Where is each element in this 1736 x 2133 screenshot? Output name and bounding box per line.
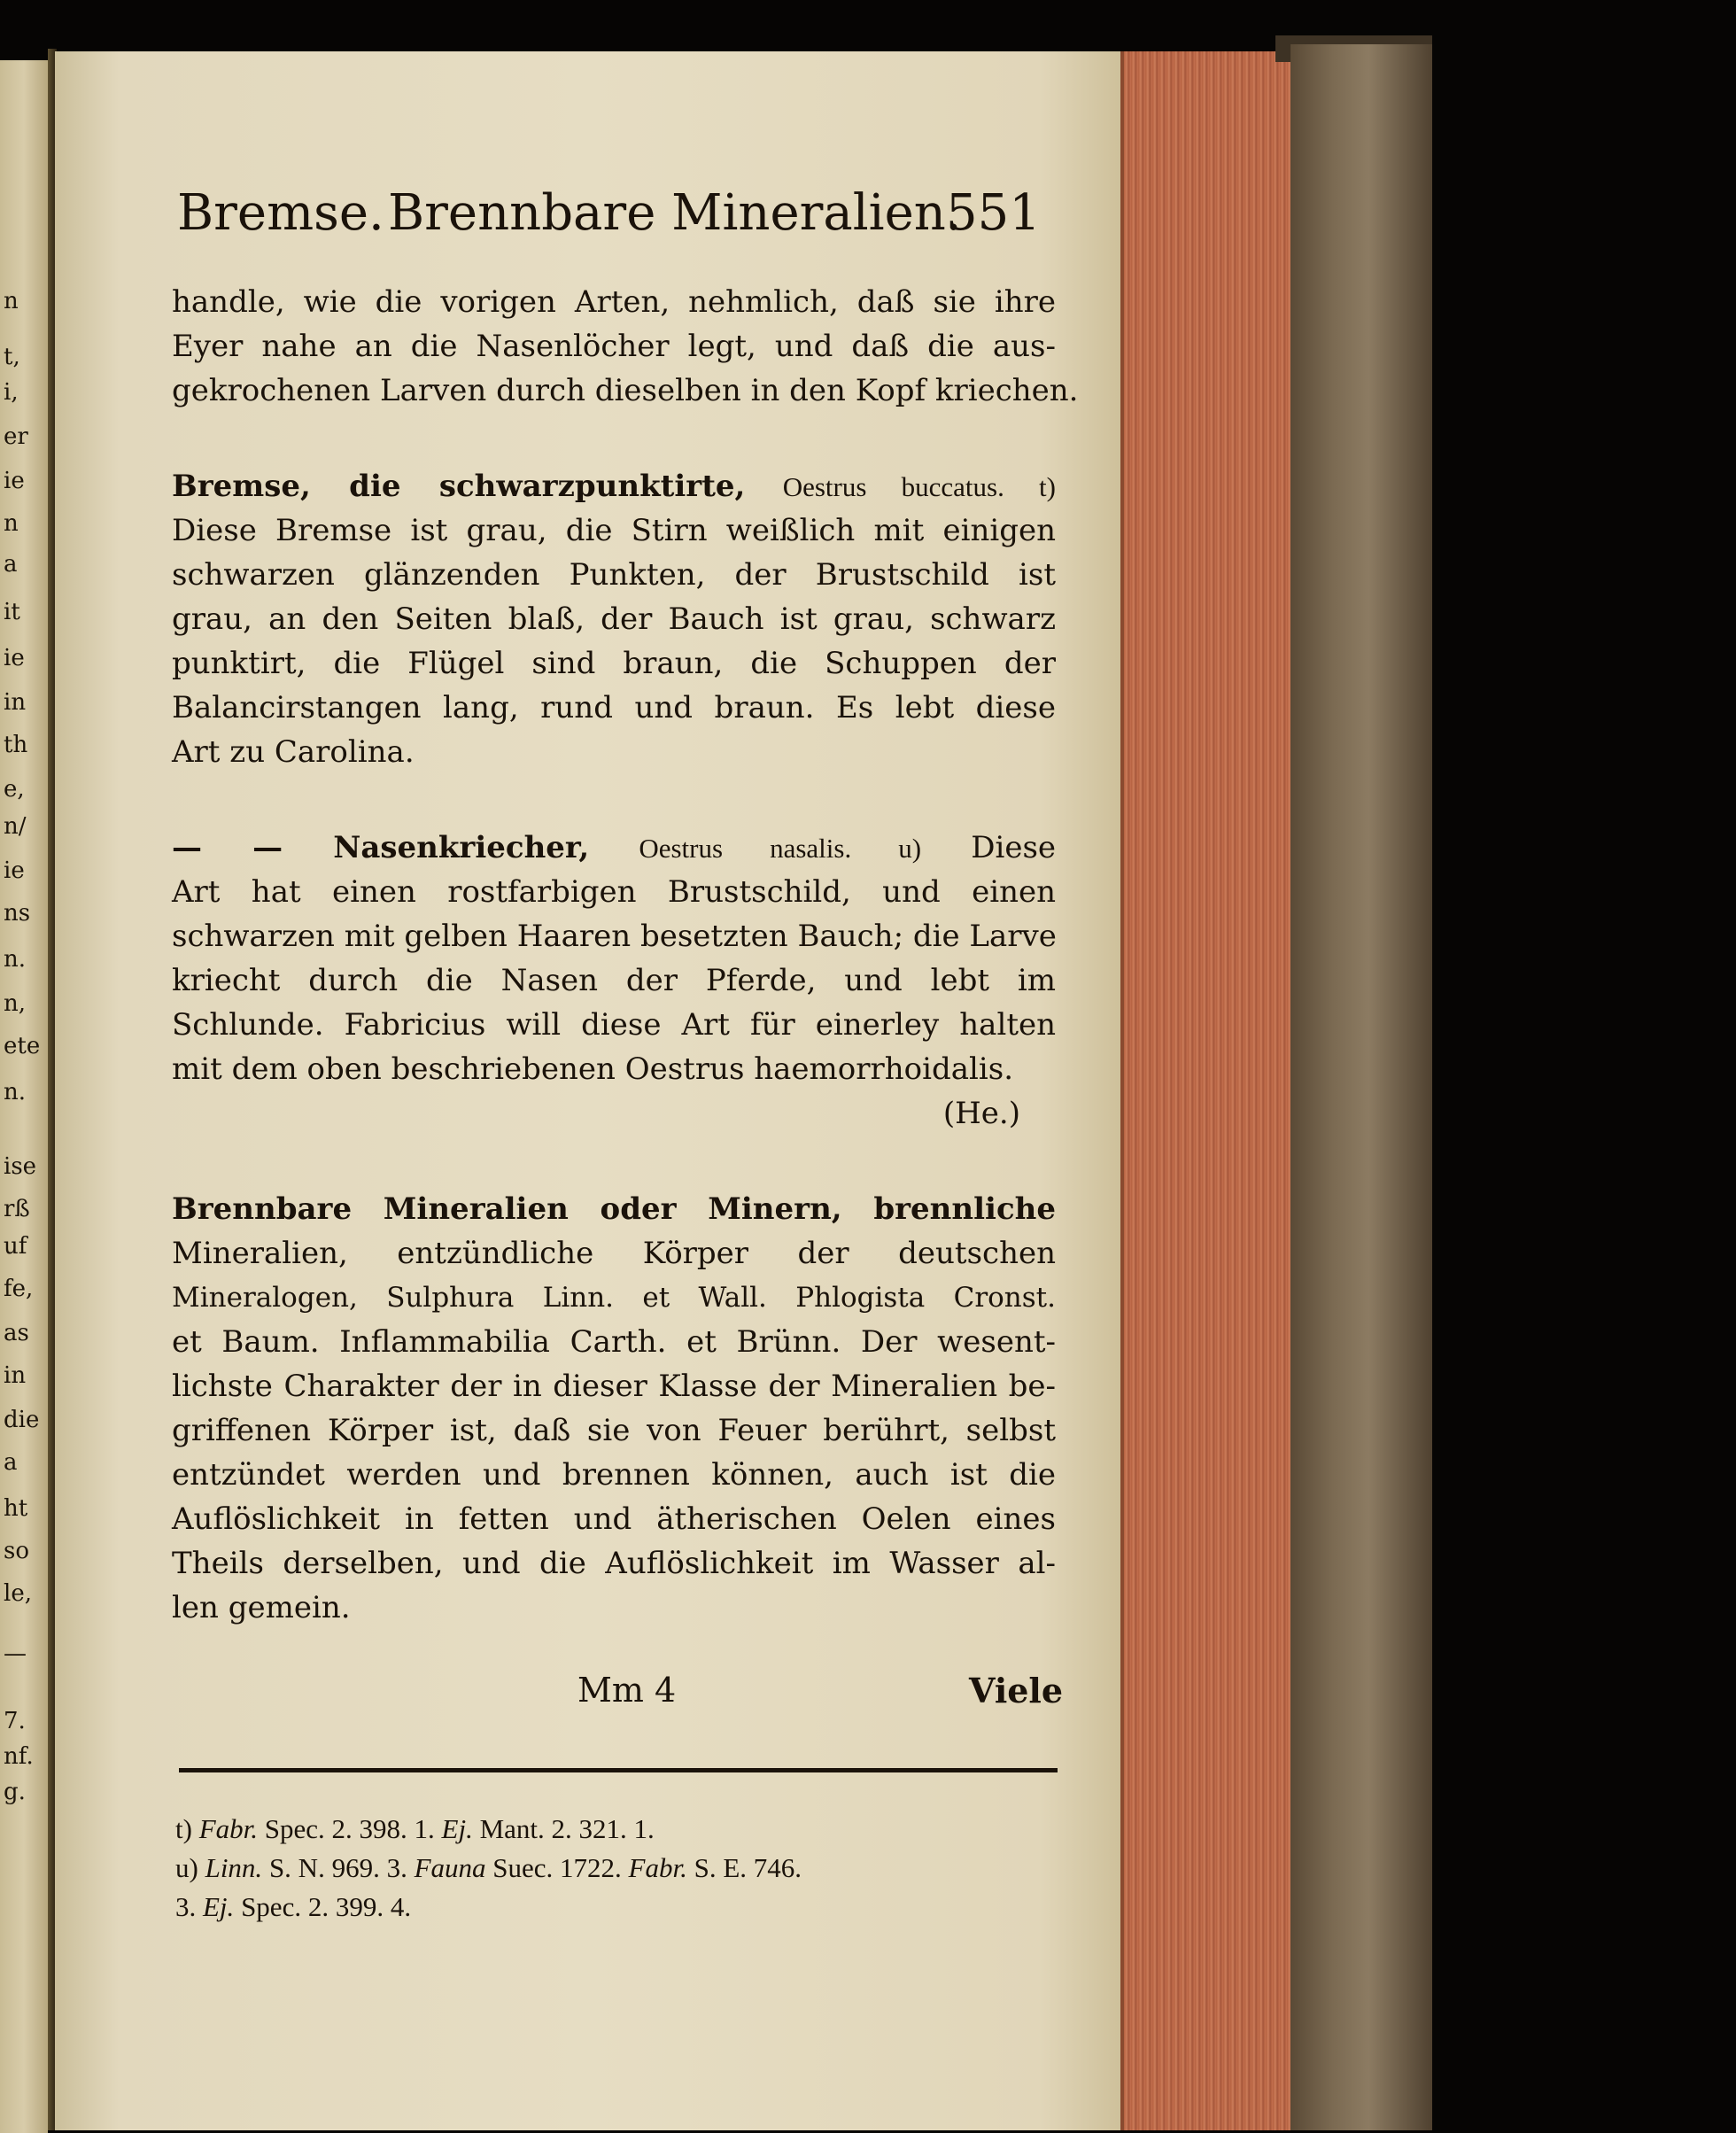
text-line: Schlunde. Fabricius will diese Art für einerley halten [172, 1007, 1056, 1043]
entry-lemma: Bremse, die schwarzpunktirte, [172, 469, 746, 504]
book-cover [1290, 44, 1432, 2130]
margin-fragment: er [4, 423, 28, 450]
entry-lemma: — — Nasenkriecher, [172, 830, 590, 865]
text-line: handle, wie die vorigen Arten, nehmlich, daß sie ihre [172, 284, 1056, 320]
margin-fragment: nf. [4, 1743, 34, 1770]
margin-fragment: a [4, 1449, 18, 1476]
margin-fragment: n, [4, 990, 27, 1017]
text-line: Theils derselben, und die Auflöslichkeit im Wasser al- [172, 1546, 1056, 1581]
margin-fragment: 7. [4, 1708, 26, 1734]
text-line: punktirt, die Flügel sind braun, die Schuppen der [172, 646, 1056, 681]
author-initials: (He.) [942, 1096, 1020, 1131]
text-line: griffenen Körper ist, daß sie von Feuer berührt, selbst [172, 1413, 1056, 1448]
footnotes [175, 1810, 1061, 1927]
margin-fragment: n [4, 510, 19, 537]
margin-fragment: g. [4, 1779, 26, 1805]
margin-fragment: die [4, 1407, 40, 1433]
margin-fragment: ht [4, 1495, 28, 1522]
page-body [172, 280, 1079, 1630]
margin-fragment: ns [4, 900, 31, 927]
margin-fragment: le, [4, 1580, 32, 1607]
text-line: Mineralien, entzündliche Körper der deutschen [172, 1236, 1056, 1271]
text-line: Auflöslichkeit in fetten und ätherischen Oelen eines [172, 1501, 1056, 1537]
text-line: entzündet werden und brennen können, auch ist die [172, 1457, 1056, 1493]
text-line: mit dem oben beschriebenen Oestrus haemorrhoidalis. [172, 1051, 1014, 1087]
margin-fragment: n/ [4, 813, 27, 840]
margin-fragment: uf [4, 1233, 27, 1260]
margin-fragment: rß [4, 1196, 30, 1222]
margin-fragment: so [4, 1538, 29, 1564]
margin-fragment: i, [4, 379, 19, 406]
margin-fragment: as [4, 1320, 29, 1346]
margin-fragment: in [4, 689, 27, 716]
margin-fragment: n. [4, 946, 27, 973]
latin-name: Oestrus buccatus. t) [782, 471, 1056, 502]
text-line: schwarzen glänzenden Punkten, der Brustschild ist [172, 557, 1056, 593]
page-number: 551 [946, 184, 1041, 242]
margin-fragment: th [4, 732, 28, 758]
text-line: grau, an den Seiten blaß, der Bauch ist grau, schwarz [172, 601, 1056, 637]
margin-fragment: n. [4, 1079, 27, 1105]
margin-fragment: — [4, 1640, 27, 1667]
margin-fragment: ete [4, 1033, 41, 1059]
footnote-u: u) Linn. S. N. 969. 3. Fauna Suec. 1722. Fabr. S. E. 746. [175, 1852, 802, 1883]
text-line: Eyer nahe an die Nasenlöcher legt, und daß die aus- [172, 329, 1056, 364]
footnote-rule [179, 1768, 1058, 1772]
margin-fragment: ise [4, 1153, 37, 1180]
text-line: et Baum. Inflammabilia Carth. et Brünn. Der wesent- [172, 1324, 1056, 1360]
footnote-u-continued: 3. Ej. Spec. 2. 399. 4. [175, 1891, 412, 1922]
page-block-edge [1120, 51, 1294, 2130]
margin-fragment: ie [4, 645, 25, 671]
margin-fragment: a [4, 551, 18, 578]
header-title-left: Bremse. [177, 184, 384, 242]
margin-fragment: it [4, 599, 20, 625]
catchword: Viele [969, 1671, 1064, 1710]
signature-mark: Mm 4 [577, 1671, 677, 1710]
margin-fragment: e, [4, 776, 25, 803]
entry-heading-line [172, 464, 1056, 508]
margin-fragment: n [4, 288, 19, 314]
text-line: gekrochenen Larven durch dieselben in den Kopf kriechen. [172, 373, 1079, 408]
header-title-right: Brennbare Mineralien. [388, 184, 962, 242]
entry-heading-line: Brennbare Mineralien oder Minern, brennliche [172, 1191, 1056, 1227]
text-line: len gemein. [172, 1590, 351, 1625]
text-line: Art zu Carolina. [172, 734, 415, 770]
text-line: Diese Bremse ist grau, die Stirn weißlich mit einigen [172, 513, 1056, 548]
latin-name: Oestrus nasalis. u) [639, 833, 922, 864]
text-line: schwarzen mit gelben Haaren besetzten Bauch; die Larve [172, 919, 1057, 954]
margin-fragment: fe, [4, 1276, 34, 1302]
text-line: kriecht durch die Nasen der Pferde, und lebt im [172, 963, 1056, 998]
footnote-t: t) Fabr. Spec. 2. 398. 1. Ej. Mant. 2. 321. 1. [175, 1813, 655, 1844]
margin-fragment: ie [4, 857, 25, 884]
running-header [177, 182, 1054, 244]
text-line: lichste Charakter der in dieser Klasse der Mineralien be- [172, 1369, 1056, 1404]
entry-heading-line [172, 826, 1056, 870]
margin-fragment: ie [4, 468, 25, 494]
margin-fragment: in [4, 1362, 27, 1389]
text-fragment: Diese [971, 830, 1057, 865]
text-line: Mineralogen, Sulphura Linn. et Wall. Phlogista Cronst. [172, 1282, 1056, 1314]
text-line: Art hat einen rostfarbigen Brustschild, und einen [172, 874, 1056, 910]
margin-fragment: t, [4, 344, 20, 370]
text-line: Balancirstangen lang, rund und braun. Es lebt diese [172, 690, 1056, 725]
book-page [55, 51, 1125, 2130]
